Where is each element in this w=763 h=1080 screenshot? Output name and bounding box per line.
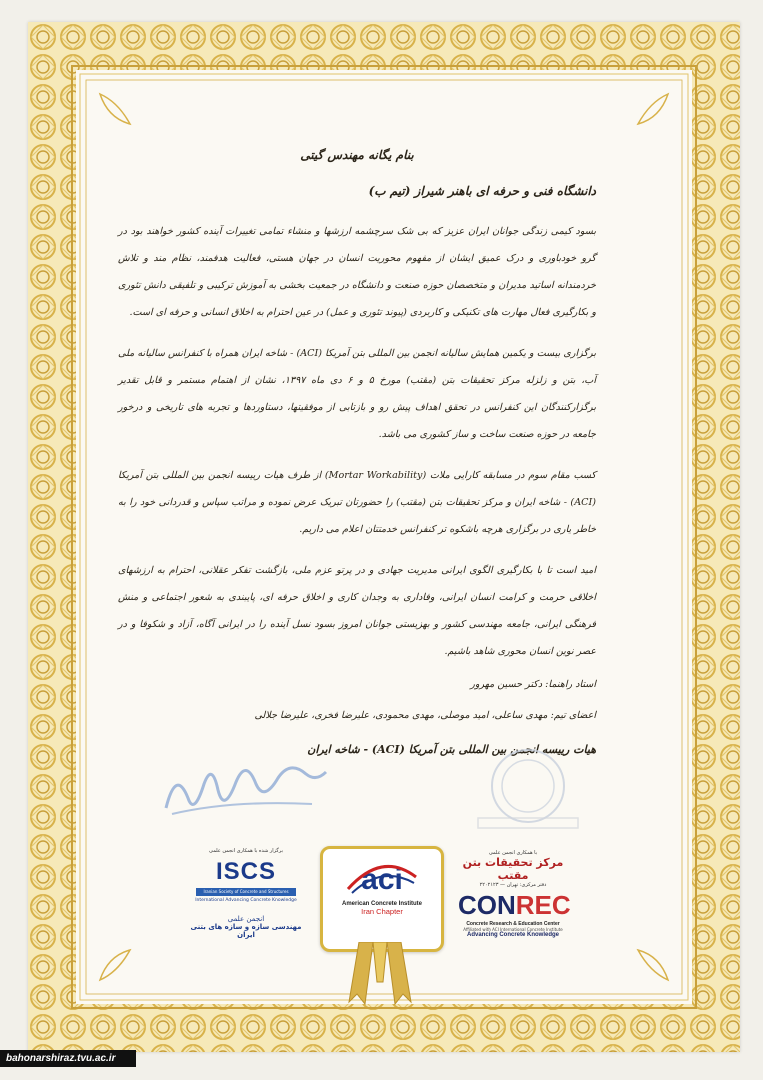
gold-ribbon	[345, 942, 415, 1010]
paragraph-intro: بسود کیمی زندگی جوانان ایران عزیز که بی شک سرچشمه ارزشها و منشاء تمامی تغییرات آینده کشور خواهند بود در گرو خودباوری و درک عمیق ایشان از مفهوم محوریت انسان در جهان هستی، فعالیت هدفمند، نظام مند و تلاش خردمندانه اساتید مدیران و متخصصان حوزه صنعت و دانشگاه در جمعیت بخشی به آموزش ترکیبی و تلفیقی دانش تئوری و بکارگیری فعال مهارت های تکنیکی و کاربردی (پیوند تئوری و عمل) در عین احترام به اخلاق انسانی و حرفه ای است.	[118, 226, 596, 318]
iscs-persian-1: انجمن علمی	[227, 915, 265, 923]
concrec-mark-a: CON	[458, 890, 516, 920]
paragraph-closing: امید است تا با بکارگیری الگوی ایرانی مدیریت جهادی و در پرتو عزم ملی، بازگشت تفکر عقلانی، احترام به ارزشهای اخلاقی حرمت و کرامت انسان ایرانی، وفاداری به وجدان کاری و اخلاق حرفه ای، پایبندی به شعور اجتماعی و منش فرهنگی ایرانی، جامعه مهندسی کشور و بهزیستی جوانان امروز بسود نسل آینده را در ایرانی آگاه، آزاد و شکوفا و در عصر نوین انسان محوری شاهد باشیم.	[118, 565, 596, 657]
paragraph-conference: برگزاری بیست و یکمین همایش سالیانه انجمن بین المللی بتن آمریکا (ACI) - شاخه ایران همراه با کنفرانس سالیانه ملی آب، بتن و زلزله مرکز تحقیقات بتن (مقتب) مورخ ۵ و ۶ دی ماه ۱۳۹۷، نشان از اهتمام مستمر و قابل تقدیر برگزارکنندگان این کنفرانس در تحقق اهداف پیش رو و بازتابی از موفقیتها، دستاوردها و تجربه های تاریخی و درخور جامعه در حوزه صنعت ساخت و ساز کشوری می باشد.	[118, 348, 596, 440]
aci-institute: American Concrete Institute	[341, 901, 423, 907]
team-members-line: اعضای تیم: مهدی ساعلی، امید موصلی، مهدی محمودی، علیرضا فخری، علیرضا جلالی	[254, 710, 596, 721]
aci-seal	[320, 846, 444, 952]
iscs-name: ISCS	[215, 858, 276, 885]
blue-signature	[158, 764, 333, 822]
concrec-mark-b: REC	[515, 890, 571, 920]
signature-line: هیات رییسه انجمن بین المللی بتن آمریکا (ACI) - شاخه ایران	[307, 743, 596, 756]
iscs-logo	[190, 848, 302, 944]
concrec-mark	[458, 890, 571, 921]
concrec-persian-0: با همکاری انجمن علمی	[488, 850, 538, 856]
iscs-top-text: برگزار شده با همکاری انجمن علمی	[209, 848, 283, 854]
aci-swoosh-icon	[342, 859, 422, 895]
university-title: دانشگاه فنی و حرفه ای باهنر شیراز (تیم ب)	[368, 184, 596, 198]
aci-chapter: Iran Chapter	[361, 907, 403, 916]
site-watermark: bahonarshiraz.tvu.ac.ir	[0, 1050, 136, 1067]
concrec-english-3: Advancing Concrete Knowledge	[466, 932, 559, 938]
iscs-persian-2: مهندسی سازه و سازه های بتنی ایران	[190, 923, 302, 939]
concrec-english-2: Affiliated with ACI International Concrete Institute	[463, 927, 563, 932]
concrec-persian-2: دفتر مرکزی: تهران — ۲۲۰۲۱۲۳	[479, 882, 547, 888]
certificate-body	[118, 148, 596, 756]
faded-stamp	[468, 744, 588, 834]
iscs-band: Iranian Society of Concrete and Structures	[196, 888, 296, 896]
certificate-heading: بنام یگانه مهندس گیتی	[300, 148, 414, 162]
aci-mark: aci	[361, 863, 403, 896]
concrec-english-1: Concrete Research & Education Center	[466, 921, 560, 927]
paragraph-award: کسب مقام سوم در مسابقه کارایی ملات (Mortar Workability) از طرف هیات رییسه انجمن بین المللی بتن آمریکا (ACI) - شاخه ایران و مرکز تحقیقات بتن (مقتب) را حضورتان تبریک عرض نموده و مراتب سپاس و قدردانی خود را به خاطر یاری در برگزاری هرچه باشکوه تر کنفرانس خدمتتان اعلام می داریم.	[118, 470, 596, 535]
concrec-logo	[458, 850, 571, 946]
iscs-partner: International Advancing Concrete Knowledge	[195, 898, 297, 903]
advisor-line: استاد راهنما: دکتر حسین مهرور	[470, 679, 596, 690]
concrec-persian-title: مرکز تحقیقات بتن مقتب	[462, 856, 564, 882]
